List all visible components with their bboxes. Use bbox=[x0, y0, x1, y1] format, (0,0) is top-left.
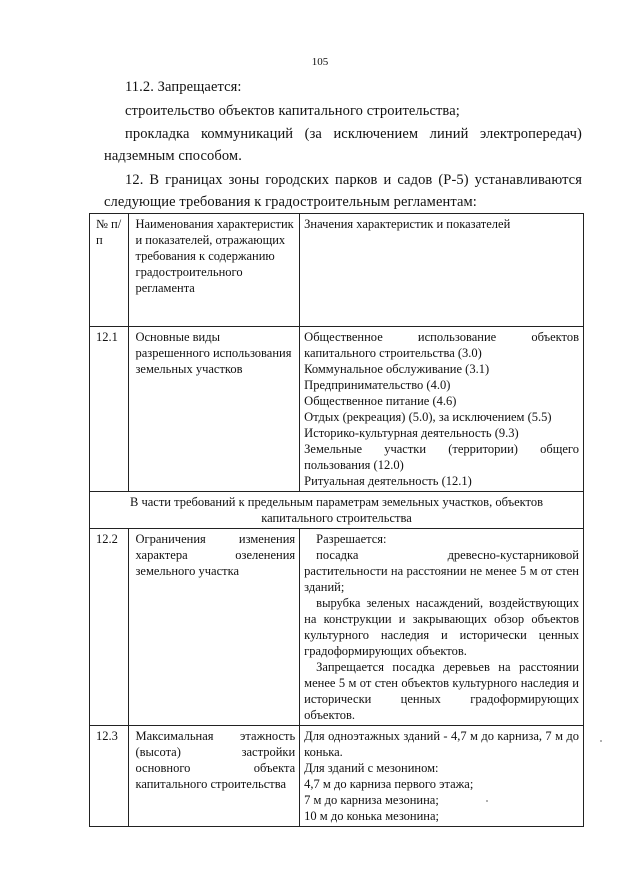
regulations-table bbox=[89, 213, 584, 827]
row-12-3-num: 12.3 bbox=[90, 726, 129, 827]
row-12-1-num: 12.1 bbox=[90, 327, 129, 492]
value-line: Общественное питание (4.6) bbox=[304, 394, 457, 408]
value-line: капитального строительства (3.0) bbox=[304, 346, 482, 360]
table-row-12-1 bbox=[90, 327, 584, 492]
allowed-label: Разрешается: bbox=[316, 532, 387, 546]
allowed-item: посадка древесно-кустарниковой растительности на расстоянии не менее 5 м от стен зданий; bbox=[304, 548, 579, 594]
table-section-row bbox=[90, 492, 584, 529]
paragraph-communications: прокладка коммуникаций (за исключением линий электропередач) надземным способом. bbox=[104, 126, 582, 164]
value-line: Общественное использование объектов bbox=[304, 330, 579, 344]
value-line: Историко-культурная деятельность (9.3) bbox=[304, 426, 519, 440]
value-line: Для одноэтажных зданий - 4,7 м до карниза, 7 м до конька. bbox=[304, 729, 579, 759]
header-name-cell: Наименования характеристик и показателей, отражающих требования к содержанию градостроительного регламента bbox=[129, 214, 300, 327]
row-12-2-name: Ограничения изменения характера озеленения земельного участка bbox=[129, 529, 300, 726]
paragraph-11-2-heading: 11.2. Запрещается: bbox=[125, 79, 242, 95]
row-12-1-value bbox=[300, 327, 584, 492]
value-line: 4,7 м до карниза первого этажа; bbox=[304, 777, 474, 791]
row-12-3-name: Максимальная этажность (высота) застройки основного объекта капитального строительства bbox=[129, 726, 300, 827]
page-number: 105 bbox=[311, 56, 329, 68]
value-line: Ритуальная деятельность (12.1) bbox=[304, 474, 472, 488]
allowed-item: вырубка зеленых насаждений, воздействующих на конструкции и закрывающих обзор объектов культурного наследия и исторически ценных градоформирующих объектов. bbox=[304, 596, 579, 658]
value-line: Предпринимательство (4.0) bbox=[304, 378, 451, 392]
table-row-12-2 bbox=[90, 529, 584, 726]
paragraph-construction: строительство объектов капитального строительства; bbox=[125, 103, 460, 119]
row-12-3-value bbox=[300, 726, 584, 827]
paragraph-12-intro: 12. В границах зоны городских парков и садов (Р-5) устанавливаются следующие требования к градостроительным регламентам: bbox=[104, 172, 582, 210]
table-row-12-3 bbox=[90, 726, 584, 827]
table-header-row bbox=[90, 214, 584, 327]
value-line: 7 м до карниза мезонина; bbox=[304, 793, 439, 807]
scan-speck bbox=[486, 800, 488, 802]
value-line: пользования (12.0) bbox=[304, 458, 404, 472]
value-line: Коммунальное обслуживание (3.1) bbox=[304, 362, 490, 376]
forbidden-text: Запрещается посадка деревьев на расстоянии менее 5 м от стен объектов культурного наследия и исторически ценных градоформирующих объектов. bbox=[304, 660, 579, 722]
value-line: 10 м до конька мезонина; bbox=[304, 809, 440, 823]
value-line: Для зданий с мезонином: bbox=[304, 761, 439, 775]
header-value-cell: Значения характеристик и показателей bbox=[300, 214, 584, 327]
row-12-2-value bbox=[300, 529, 584, 726]
scan-speck bbox=[600, 740, 602, 742]
row-12-2-num: 12.2 bbox=[90, 529, 129, 726]
value-line: Отдых (рекреация) (5.0), за исключением (5.5) bbox=[304, 410, 552, 424]
header-num-cell: № п/п bbox=[90, 214, 129, 327]
value-line: Земельные участки (территории) общего bbox=[304, 442, 579, 456]
row-12-1-name: Основные виды разрешенного использования земельных участков bbox=[129, 327, 300, 492]
section-heading-cell: В части требований к предельным параметрам земельных участков, объектов капитального строительства bbox=[90, 492, 584, 529]
